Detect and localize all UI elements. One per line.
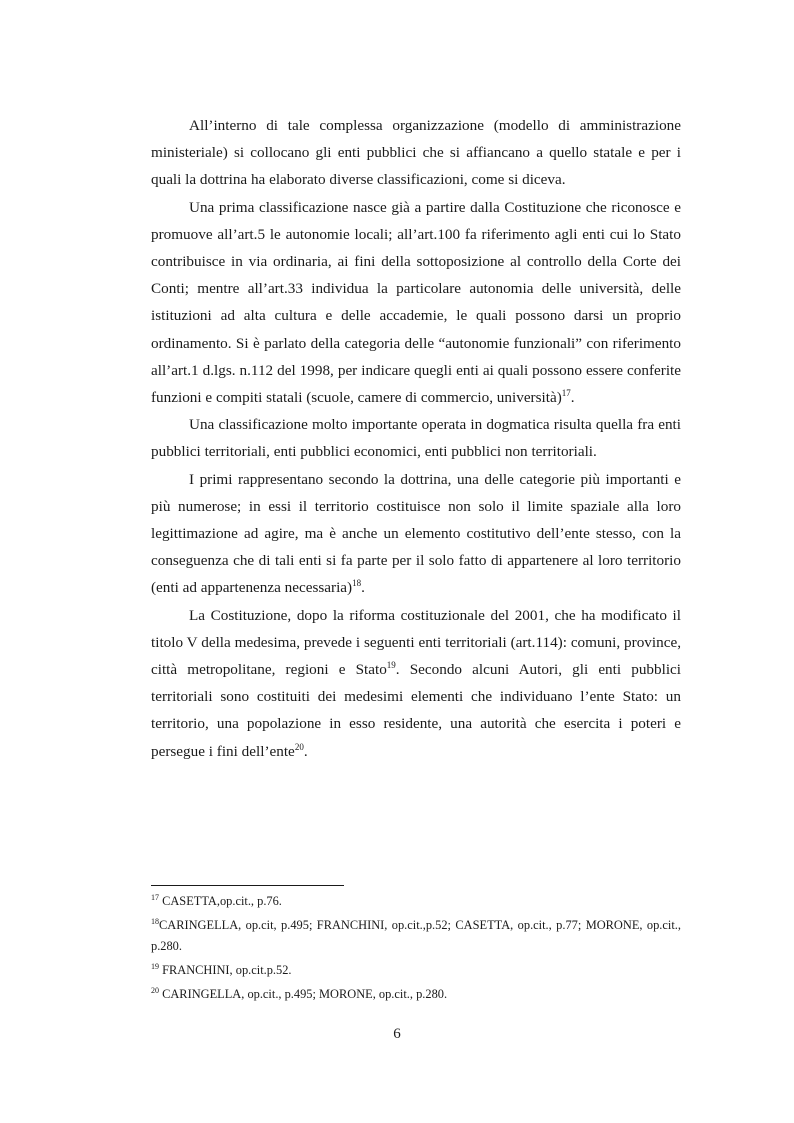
paragraph-text: I primi rappresentano secondo la dottrina, una delle categorie più importanti e più numerose; in essi il territorio costituisce non solo il limite spaziale alla loro legittimazione ad agire, ma è anche un elemento costitutivo dell’ente stesso, con la conseguenza che di tali enti si fa parte per il solo fatto di appartenere al loro territorio (enti ad appartenenza necessaria) bbox=[151, 470, 681, 597]
paragraph-text: La Costituzione, dopo la riforma costituzionale del 2001, che ha modificato il titolo V della medesima, prevede i seguenti enti territoriali (art.114): comuni, province, città metropolitane, regioni e Stato bbox=[151, 606, 681, 679]
footnote bbox=[151, 915, 681, 957]
paragraph-text-tail: . Secondo alcuni Autori, gli enti pubblici territoriali sono costituiti dei medesimi elementi che individuano l’ente Stato: un territorio, una popolazione in esso residente, una autorità che esercita i poteri e persegue i fini dell’ente bbox=[151, 661, 681, 760]
footnote bbox=[151, 891, 681, 912]
paragraph-text: Una prima classificazione nasce già a partire dalla Costituzione che riconosce e promuove all’art.5 le autonomie locali; all’art.100 fa riferimento agli enti cui lo Stato contribuisce in via ordinaria, ai fini della sottoposizione al controllo della Corte dei Conti; mentre all’art.33 individua la particolare autonomia delle università, delle istituzioni ad alta cultura e delle accademie, le quali possono darsi un proprio ordinamento. Si è parlato della categoria delle “autonomie funzionali” con riferimento all’art.1 d.lgs. n.112 del 1998, per indicare quegli enti ai quali possono essere conferite funzioni e compiti statali (scuole, camere di commercio, università) bbox=[151, 198, 681, 407]
paragraph bbox=[151, 112, 681, 194]
footnotes bbox=[151, 891, 681, 1008]
footnote-text: CASETTA,op.cit., p.76. bbox=[159, 894, 282, 908]
footnote-ref[interactable]: 17 bbox=[561, 388, 571, 399]
paragraph bbox=[151, 194, 681, 412]
paragraph bbox=[151, 411, 681, 465]
paragraph bbox=[151, 602, 681, 765]
footnote bbox=[151, 960, 681, 981]
footnote-text: CARINGELLA, op.cit., p.495; MORONE, op.cit., p.280. bbox=[159, 987, 448, 1001]
paragraph-text: All’interno di tale complessa organizzazione (modello di amministrazione ministeriale) si collocano gli enti pubblici che si affiancano a quello statale e per i quali la dottrina ha elaborato diverse classificazioni, come si diceva. bbox=[151, 117, 681, 189]
body-text bbox=[151, 112, 681, 765]
footnote-number: 20 bbox=[151, 986, 159, 995]
footnote-separator bbox=[151, 885, 344, 886]
footnote-ref[interactable]: 18 bbox=[352, 578, 362, 589]
paragraph bbox=[151, 466, 681, 602]
footnote-number: 17 bbox=[151, 893, 159, 902]
footnote bbox=[151, 984, 681, 1005]
page-number: 6 bbox=[393, 1026, 401, 1042]
paragraph-text-tail: . bbox=[303, 742, 308, 760]
footnote-number: 19 bbox=[151, 962, 159, 971]
footnote-ref[interactable]: 19 bbox=[386, 660, 396, 671]
paragraph-text-tail: . bbox=[361, 579, 365, 597]
paragraph-text: Una classificazione molto importante operata in dogmatica risulta quella fra enti pubblici territoriali, enti pubblici economici, enti pubblici non territoriali. bbox=[151, 416, 681, 461]
footnote-text: FRANCHINI, op.cit.p.52. bbox=[159, 963, 292, 977]
footnote-number: 18 bbox=[151, 917, 159, 926]
footnote-ref[interactable]: 20 bbox=[294, 741, 304, 752]
paragraph-text-tail: . bbox=[570, 389, 575, 407]
footnote-text: CARINGELLA, op.cit, p.495; FRANCHINI, op.cit.,p.52; CASETTA, op.cit., p.77; MORONE, op.cit., p.280. bbox=[151, 918, 681, 953]
